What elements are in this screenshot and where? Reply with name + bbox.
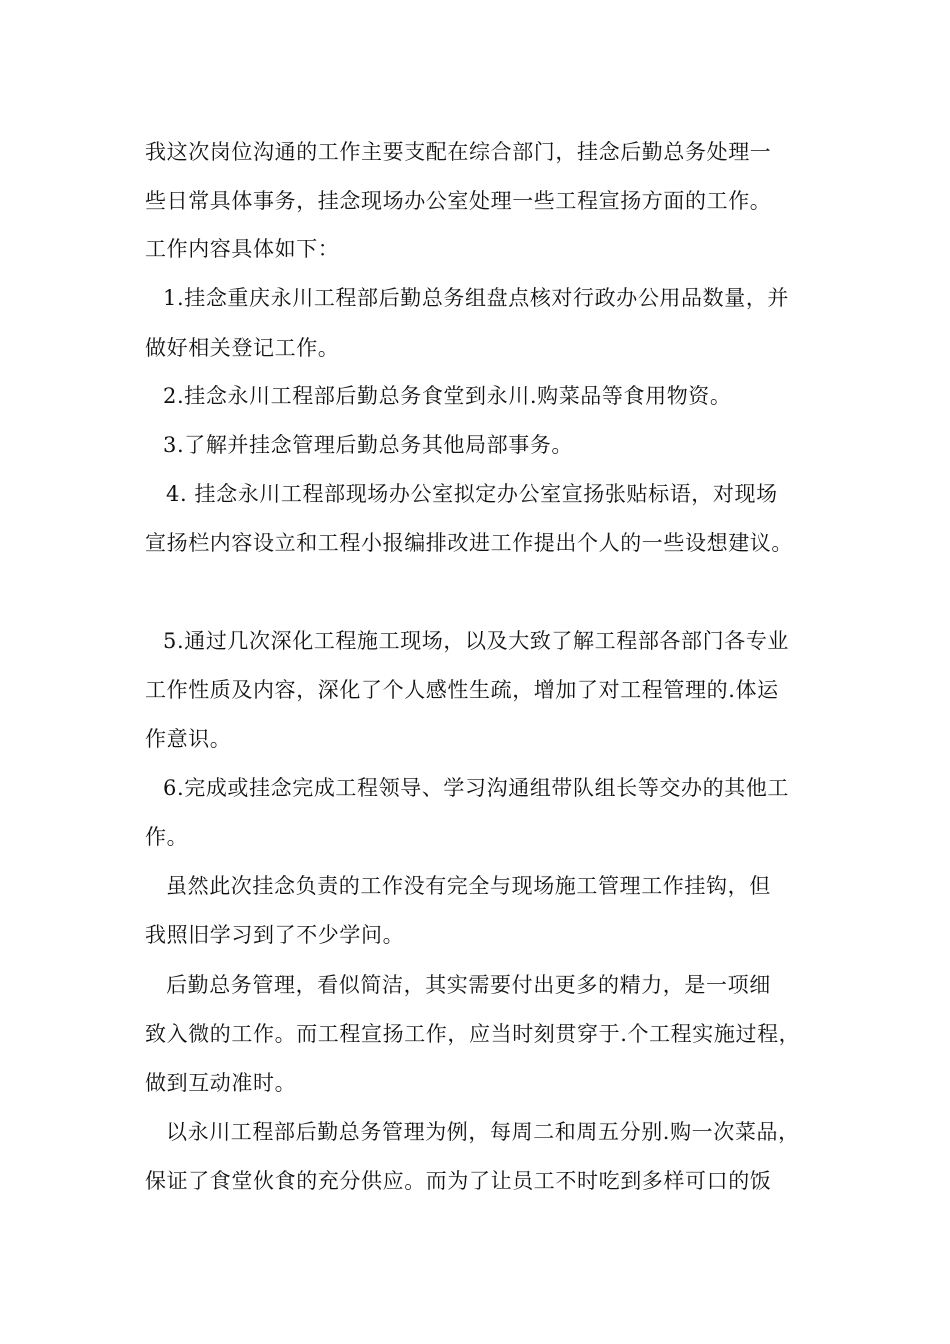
text-line: 我照旧学习到了不少学问。 bbox=[145, 923, 405, 947]
text-line: 2.挂念永川工程部后勤总务食堂到永川.购菜品等食用物资。 bbox=[163, 384, 732, 408]
text-line: 做好相关登记工作。 bbox=[145, 336, 340, 360]
text-line: 4. 挂念永川工程部现场办公室拟定办公室宣扬张贴标语，对现场 bbox=[166, 482, 778, 506]
text-line: 作意识。 bbox=[145, 727, 232, 751]
text-line: 保证了食堂伙食的充分供应。而为了让员工不时吃到多样可口的饭 bbox=[145, 1169, 772, 1193]
text-line: 后勤总务管理，看似简洁，其实需要付出更多的精力，是一项细 bbox=[166, 973, 771, 997]
text-line: 致入微的工作。而工程宣扬工作，应当时刻贯穿于.个工程实施过程， bbox=[145, 1022, 801, 1046]
text-line: 3.了解并挂念管理后勤总务其他局部事务。 bbox=[163, 433, 574, 457]
text-line: 作。 bbox=[145, 825, 189, 849]
text-line: 做到互动准时。 bbox=[145, 1071, 297, 1095]
text-line: 以永川工程部后勤总务管理为例，每周二和周五分别.购一次菜品， bbox=[166, 1120, 800, 1144]
text-line: 工作内容具体如下： bbox=[145, 237, 340, 261]
text-line: 宣扬栏内容设立和工程小报编排改进工作提出个人的一些设想建议。 bbox=[145, 531, 793, 555]
text-line: 5.通过几次深化工程施工现场，以及大致了解工程部各部门各专业 bbox=[163, 629, 790, 653]
text-line: 6.完成或挂念完成工程领导、学习沟通组带队组长等交办的其他工 bbox=[163, 776, 790, 800]
text-line: 虽然此次挂念负责的工作没有完全与现场施工管理工作挂钩，但 bbox=[166, 874, 771, 898]
text-line: 1.挂念重庆永川工程部后勤总务组盘点核对行政办公用品数量，并 bbox=[163, 286, 790, 310]
text-line: 我这次岗位沟通的工作主要支配在综合部门，挂念后勤总务处理一 bbox=[145, 140, 772, 164]
text-line: 工作性质及内容，深化了个人感性生疏，增加了对工程管理的.体运 bbox=[145, 678, 779, 702]
text-line: 些日常具体事务，挂念现场办公室处理一些工程宣扬方面的工作。 bbox=[145, 189, 772, 213]
